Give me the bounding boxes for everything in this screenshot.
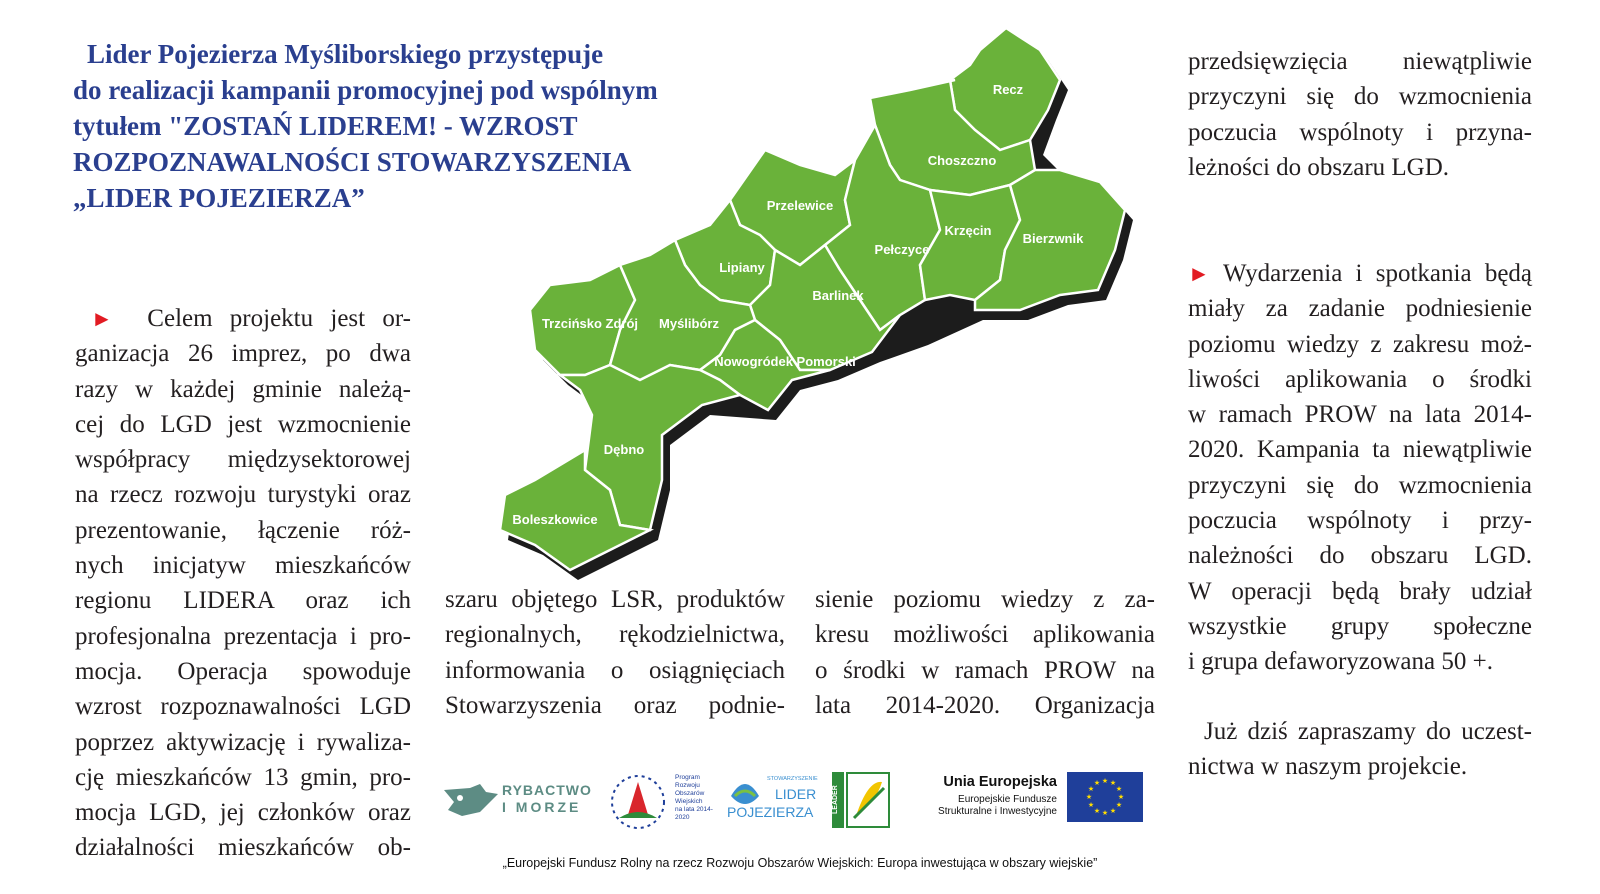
sponsor-logos xyxy=(440,772,1170,852)
map-label: Choszczno xyxy=(927,153,997,168)
svg-text:★: ★ xyxy=(1093,779,1101,787)
text-line: mocja. Operacja spowoduje xyxy=(75,657,411,685)
text-line: poprzez aktywizację i rywaliza- xyxy=(75,728,411,756)
headline-line: ROZPOZNAWALNOŚCI STOWARZYSZENIA xyxy=(73,147,632,177)
map-label: Pełczyce xyxy=(874,242,930,257)
text-line: leżności do obszaru LGD. xyxy=(1188,153,1450,181)
text-line: należności do obszaru LGD. xyxy=(1188,542,1532,570)
svg-text:★: ★ xyxy=(1109,807,1117,815)
map-label: Trzcińsko Zdrój xyxy=(541,316,639,331)
body-column-4-middle xyxy=(1188,256,1532,680)
text-line: miały za zadanie podniesienie xyxy=(1188,295,1532,323)
red-arrow-icon: ► xyxy=(91,306,113,331)
eu-logo: Unia Europejska Europejskie Fundusze Strukturalne i Inwestycyjne ★ ★ ★ ★ ★ ★ ★ ★ ★ ★ ★ ★ xyxy=(905,772,1165,836)
body-column-3 xyxy=(815,582,1155,723)
text-line: przyczyni się do wzmocnienia xyxy=(1188,83,1532,111)
body-column-1 xyxy=(75,301,411,866)
map-label: Barlinek xyxy=(812,288,864,303)
svg-text:★: ★ xyxy=(1101,809,1109,817)
text-line: regionalnych, rękodzielnictwa, xyxy=(445,621,785,649)
text-line: cej do LGD jest wzmocnienie xyxy=(75,410,411,438)
text-line: lata 2014-2020. Organizacja xyxy=(815,691,1155,719)
text-line: liwości aplikowania o środki xyxy=(1188,365,1532,393)
lider-pojezierza-logo: STOWARZYSZENIE LIDER POJEZIERZA xyxy=(725,772,825,836)
headline-line: tytułem "ZOSTAŃ LIDEREM! - WZROST xyxy=(73,111,578,141)
svg-text:★: ★ xyxy=(1115,785,1123,793)
leader-logo: LEADER xyxy=(832,772,892,830)
map-label: Boleszkowice xyxy=(512,512,598,527)
text-line: Stowarzyszenia oraz podnie- xyxy=(445,691,785,719)
text-line: przyczyni się do wzmocnienia xyxy=(1188,471,1532,499)
text-line: przedsięwzięcia niewątpliwie xyxy=(1188,48,1532,75)
eu-flag-icon xyxy=(1067,772,1143,822)
text-line: razy w każdej gminie należą- xyxy=(75,375,411,403)
text-line: mocja LGD, jej członków oraz xyxy=(75,799,411,827)
prow-logo: Program Rozwoju Obszarów Wiejskich na lata 2014-2020 xyxy=(605,772,715,836)
headline-line: Lider Pojezierza Myśliborskiego przystępuje xyxy=(87,39,604,69)
svg-text:★: ★ xyxy=(1115,801,1123,809)
text-line: W operacji będą brały udział xyxy=(1188,577,1532,605)
text-line: kresu możliwości aplikowania xyxy=(815,621,1155,649)
region-map-svg xyxy=(500,10,1180,590)
text-line: poczucia wspólnoty i przyna- xyxy=(1188,118,1532,146)
body-column-2 xyxy=(445,582,785,723)
text-line: profesjonalna prezentacja i pro- xyxy=(75,622,411,650)
text-line: w ramach PROW na lata 2014- xyxy=(1188,401,1532,429)
body-column-4-bottom xyxy=(1188,714,1532,785)
region-map xyxy=(500,10,1180,590)
text-line: szaru objętego LSR, produktów xyxy=(445,586,785,613)
map-label: Lipiany xyxy=(719,260,765,275)
text-line: sienie poziomu wiedzy z za- xyxy=(815,586,1155,613)
map-label: Przelewice xyxy=(766,198,834,213)
body-column-4-top xyxy=(1188,44,1532,185)
svg-text:★: ★ xyxy=(1087,801,1095,809)
text-line: i grupa defaworyzowana 50 +. xyxy=(1188,648,1493,676)
text-line: wzrost rozpoznawalności LGD xyxy=(75,693,411,721)
svg-text:★: ★ xyxy=(1117,793,1125,801)
prow-emblem-icon xyxy=(605,772,671,832)
text-line: działalności mieszkańców ob- xyxy=(75,834,411,862)
text-line: prezentowanie, łączenie róż- xyxy=(75,516,411,544)
text-line: współpracy międzysektorowej xyxy=(75,446,411,474)
text-line: 2020. Kampania ta niewątpliwie xyxy=(1188,436,1532,464)
text-line: regionu LIDERA oraz ich xyxy=(75,587,411,615)
map-label: Bierzwnik xyxy=(1022,231,1084,246)
svg-text:★: ★ xyxy=(1101,777,1109,785)
svg-text:★: ★ xyxy=(1085,793,1093,801)
text-line: nictwa w naszym projekcie. xyxy=(1188,753,1468,781)
svg-text:★: ★ xyxy=(1093,807,1101,815)
text-line: poziomu wiedzy z zakresu moż- xyxy=(1188,330,1532,358)
text-line: o środki w ramach PROW na xyxy=(815,656,1155,684)
map-label: Recz xyxy=(992,82,1024,97)
map-label: Krzęcin xyxy=(944,223,992,238)
funding-caption: „Europejski Fundusz Rolny na rzecz Rozwoju Obszarów Wiejskich: Europa inwestująca w obszary wiejskie” xyxy=(502,856,1098,870)
text-line: ► Celem projektu jest or- xyxy=(91,305,411,332)
rybactwo-logo: RYBACTWO I MORZE xyxy=(440,780,590,828)
leader-emblem-icon xyxy=(846,772,890,828)
map-label: Dębno xyxy=(603,442,645,457)
text-line: wszystkie grupy społeczne xyxy=(1188,612,1532,640)
svg-text:★: ★ xyxy=(1087,785,1095,793)
headline-line: „LIDER POJEZIERZA” xyxy=(73,183,365,213)
text-line: Już dziś zapraszamy do uczest- xyxy=(1204,718,1532,745)
text-line: na rzecz rozwoju turystyki oraz xyxy=(75,481,411,509)
map-label: Myślibórz xyxy=(659,316,719,331)
text-line: ► Wydarzenia i spotkania będą xyxy=(1188,260,1533,287)
text-line: informowania o osiągnięciach xyxy=(445,656,785,684)
red-arrow-icon: ► xyxy=(1188,261,1210,286)
fish-icon xyxy=(440,780,502,820)
text-line: poczucia wspólnoty i przy- xyxy=(1188,507,1532,535)
text-line: nych inicjatyw mieszkańców xyxy=(75,552,411,580)
text-line: cję mieszkańców 13 gmin, pro- xyxy=(75,763,411,791)
svg-text:★: ★ xyxy=(1109,779,1117,787)
headline-line: do realizacji kampanii promocyjnej pod wspólnym xyxy=(73,75,658,105)
map-label: Nowogródek Pomorski xyxy=(714,354,856,369)
text-line: ganizacja 26 imprez, po dwa xyxy=(75,340,411,368)
